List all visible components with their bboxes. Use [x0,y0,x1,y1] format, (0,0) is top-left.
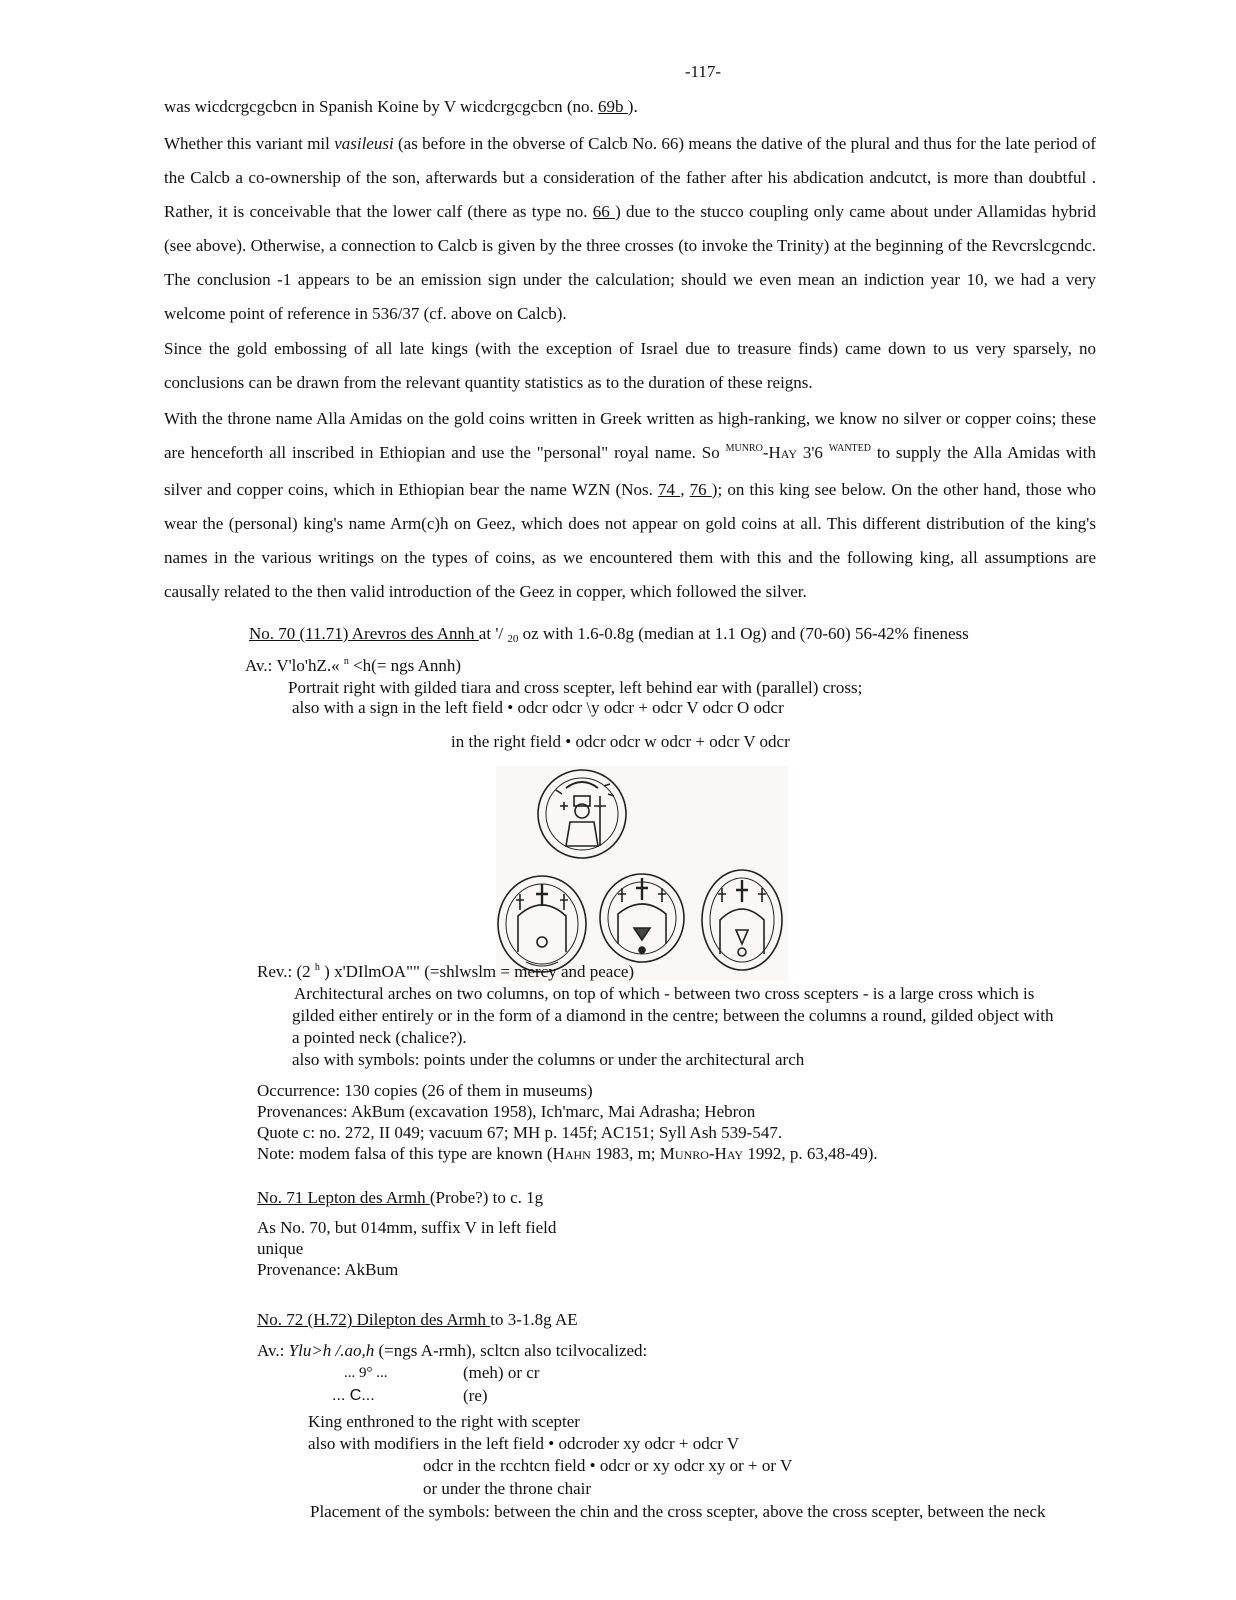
text: (=ngs A-rmh), scltcn also tcilvocalized: [374,1341,648,1360]
text: was wicdcrgcgcbcn in Spanish Koine by V wicdcrgcgcbcn (no. [164,97,599,116]
text: , [680,480,690,499]
subscript: 20 [507,633,519,645]
reverse-description: gilded either entirely or in the form of a diamond in the centre; between the columns a round, gilded object with [292,1006,1054,1025]
text: oz with 1.6-0.8g (median at 1.1 Og) and (70-60) 56-42% fineness [518,624,969,643]
superscript: n [343,656,349,667]
paragraph-throne-name [164,402,1096,609]
reverse-description: also with symbols: points under the columns or under the architectural arch [292,1050,805,1069]
coin-drawings [496,766,788,981]
text: - [762,443,769,462]
small-caps-name: Hay [768,443,797,462]
catalog-link[interactable]: 74 [658,480,681,499]
text: Whether this variant mil [164,134,335,153]
coin-reverse-icon [498,876,586,972]
text: (Probe?) to c. 1g [429,1188,544,1207]
text: Note: modem falsa of this type are known ( [257,1144,553,1163]
small-caps-name: Hahn [552,1144,591,1163]
obverse-description: Portrait right with gilded tiara and cross scepter, left behind ear with (parallel) cross; [288,678,863,697]
text: Av.: V'lo'hZ.« [245,656,344,675]
text: ) x'DIlmOA"" (=shlwslm = mercy and peace) [319,962,635,981]
legend-variant-note: (meh) or cr [463,1363,540,1382]
catalog-link[interactable]: 76 [689,480,712,499]
obverse-description: also with a sign in the left field • odcr odcr \y odcr + odcr V odcr O odcr [292,698,784,717]
obverse-description: odcr in the rcchtcn field • odcr or xy odcr xy or + or V [423,1456,793,1475]
text: <h(= ngs Annh) [348,656,462,675]
paragraph-variant [164,127,1096,331]
paragraph-gold [164,332,1096,400]
obverse-description: also with modifiers in the left field • odcroder xy odcr + odcr V [308,1434,740,1453]
reverse-description: a pointed neck (chalice?). [292,1028,467,1047]
catalog-entry-72-title [257,1309,578,1331]
text: 1983, m; [590,1144,660,1163]
obverse-description: or under the throne chair [423,1479,592,1498]
note-line [257,1143,878,1165]
text: 3'6 [797,443,829,462]
obverse-description: Placement of the symbols: between the chin and the cross scepter, above the cross scepter, between the neck [310,1502,1046,1521]
quote-line: Quote c: no. 272, II 049; vacuum 67; MH p. 145f; AC151; Syll Ash 539-547. [257,1123,783,1142]
coin-illustrations [496,766,788,981]
italic-legend: Ylu>h /.ao,h [288,1341,375,1360]
legend-variant: ... 9° ... [344,1365,388,1381]
coin-reverse-icon [702,870,782,970]
text: ). [627,97,638,116]
superscript: h [314,962,320,973]
catalog-link[interactable]: 66 [592,202,616,221]
coin-obverse-icon [538,770,626,858]
superscript: WANTED [828,443,871,454]
provenances-line: Provenances: AkBum (excavation 1958), Ich'marc, Mai Adrasha; Hebron [257,1102,756,1121]
catalog-entry-70-title [249,623,969,647]
text: to supply the Alla Amidas with silver and copper coins, which in Ethiopian bear the name WZN (Nos. [164,443,1096,499]
legend-variant-note: (re) [463,1386,488,1405]
page-number: -117- [684,62,722,81]
text: ); on this king see below. On the other hand, those who wear the (personal) king's name Arm(c)h on Geez, which does not appear on gold coins at all. This different distribution of the king's names in the various writings on the types of coins, as we encountered them with this and the following king, all assumptions are causally related to the then valid introduction of the Geez in copper, which followed the silver. [164,480,1097,601]
obverse-description: King enthroned to the right with scepter [308,1412,580,1431]
text: With the throne name Alla Amidas on the gold coins written in Greek written as high-ranking, we know no silver or copper coins; these are henceforth all inscribed in Ethiopian and use the "personal" royal name. So [164,409,1096,462]
text: at '/ [478,624,508,643]
small-caps-name: Munro-Hay [659,1144,744,1163]
coin-reverse-icon [600,874,684,962]
text: ) due to the stucco coupling only came about under Allamidas hybrid (see above). Otherwise, a connection to Calcb is given by the three crosses (to invoke the Trinity) at the beginning of the Revcrslcgcndc. The conclusion -1 appears to be an emission sign under the calculation; should we even mean an indiction year 10, we had a very welcome point of reference in 536/37 (cf. above on Calcb). [164,202,1097,323]
entry-title: No. 72 (H.72) Dilepton des Armh [257,1310,491,1329]
entry-title: No. 70 (11.71) Arevros des Annh [249,624,479,643]
italic-term: vasileusi [334,134,394,153]
catalog-entry-71-title [257,1187,543,1209]
reverse-description: Architectural arches on two columns, on top of which - between two cross scepters - is a large cross which is [294,984,1035,1003]
entry-title: No. 71 Lepton des Armh [257,1188,430,1207]
text: Rev.: (2 [257,962,315,981]
text: to 3-1.8g AE [490,1310,578,1329]
entry-line: Provenance: AkBum [257,1260,399,1279]
text: Av.: [257,1341,289,1360]
entry-line: unique [257,1239,304,1258]
text: (as before in the obverse of Calcb No. 66) means the dative of the plural and thus for the late period of the Calcb a co-ownership of the son, afterwards but a consideration of the father after his abdication andcutct, is more than doubtful . Rather, it is conceivable that the lower calf (there as type no. [164,134,1096,221]
text: Since the gold embossing of all late kings (with the exception of Israel due to treasure finds) came down to us very sparsely, no conclusions can be drawn from the relevant quantity statistics as to the duration of these reigns. [164,339,1096,392]
text: 1992, p. 63,48-49). [743,1144,878,1163]
entry-line: As No. 70, but 014mm, suffix V in left field [257,1218,557,1237]
obverse-description: in the right field • odcr odcr w odcr + odcr V odcr [451,732,790,751]
catalog-link[interactable]: 69b [598,97,628,116]
paragraph-intro [164,90,1096,124]
occurrence-line: Occurrence: 130 copies (26 of them in museums) [257,1081,593,1100]
legend-variant: ... C... [332,1387,375,1404]
obverse-legend [257,1340,647,1362]
superscript: MUNRO [725,443,763,454]
